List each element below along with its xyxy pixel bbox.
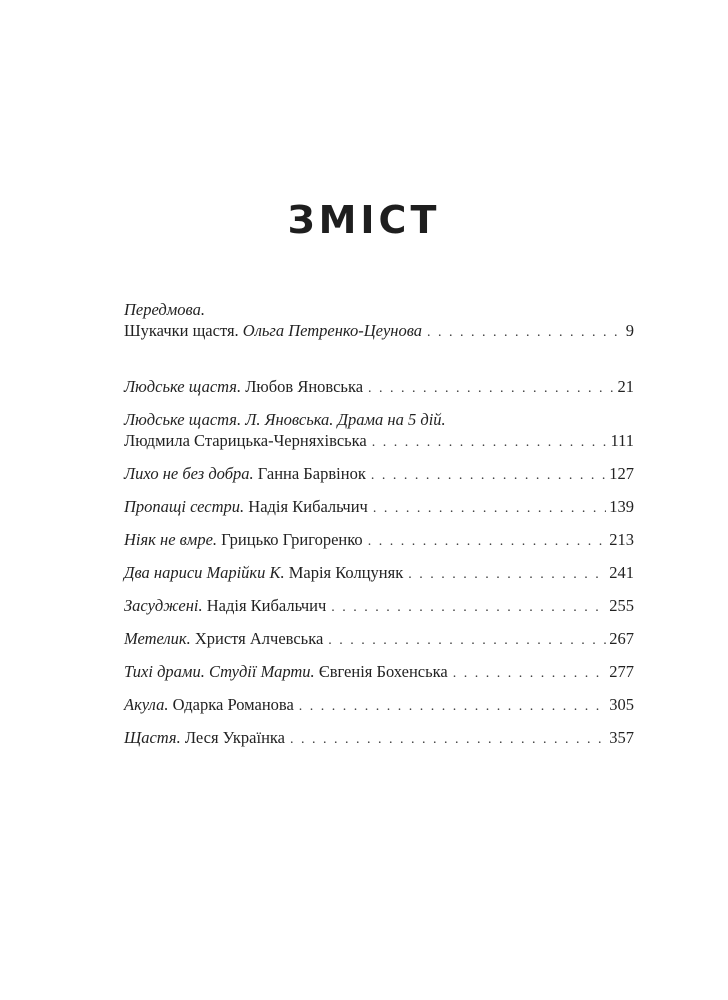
entry-author: Грицько Григоренко [221, 530, 363, 549]
table-of-contents [124, 300, 634, 748]
entry-page: 213 [609, 530, 634, 549]
entry-page: 241 [609, 563, 634, 582]
entry-author: Надія Кибальчич [206, 596, 327, 615]
dot-leader [408, 565, 606, 585]
preface-label: Передмова. [124, 300, 205, 319]
toc-entry[interactable] [124, 563, 634, 583]
toc-entry[interactable] [124, 497, 634, 517]
toc-entry[interactable] [124, 377, 634, 397]
toc-entry[interactable] [124, 728, 634, 748]
toc-entry[interactable] [124, 596, 634, 616]
entry-title: Людське щастя. [124, 377, 242, 396]
entry-page: 357 [609, 728, 634, 747]
dot-leader [427, 323, 623, 343]
entry-author: Надія Кибальчич [248, 497, 368, 516]
toc-entry-preface[interactable] [124, 321, 634, 341]
entry-page: 139 [609, 497, 634, 516]
entry-page: 267 [609, 629, 634, 648]
dot-leader [371, 466, 606, 486]
toc-entry-title-line[interactable] [124, 410, 634, 431]
entry-page: 111 [610, 431, 634, 450]
dot-leader [328, 631, 606, 651]
entry-author: Євгенія Бохенська [318, 662, 448, 681]
entry-title: Два нариси Марійки К. [124, 563, 285, 582]
dot-leader [299, 697, 606, 717]
entry-title: Акула. [124, 695, 169, 714]
entry-author: Марія Колцуняк [288, 563, 404, 582]
dot-leader [373, 499, 606, 519]
toc-entry[interactable] [124, 662, 634, 682]
entry-author: Ганна Барвінок [257, 464, 366, 483]
entry-title: Пропащі сестри. [124, 497, 245, 516]
toc-entry[interactable] [124, 431, 634, 451]
entry-page: 21 [617, 377, 634, 396]
entry-title: Ніяк не вмре. [124, 530, 218, 549]
entry-title: Щастя. [124, 728, 181, 747]
toc-entry[interactable] [124, 695, 634, 715]
entry-title: Людське щастя. Л. Яновська. Драма на 5 дій. [124, 410, 446, 429]
dot-leader [331, 598, 606, 618]
entry-author: Людмила Старицька-Черняхівська [124, 431, 367, 450]
dot-leader [290, 730, 606, 750]
entry-page: 277 [609, 662, 634, 681]
entry-title: Шукачки щастя. [124, 321, 239, 340]
entry-author: Ольга Петренко-Цеунова [242, 321, 423, 340]
entry-page: 127 [609, 464, 634, 483]
entry-title: Метелик. [124, 629, 191, 648]
entry-page: 9 [625, 321, 634, 340]
entry-title: Засуджені. [124, 596, 203, 615]
dot-leader [453, 664, 607, 684]
dot-leader [372, 433, 608, 453]
entry-page: 255 [609, 596, 634, 615]
toc-entry[interactable] [124, 530, 634, 550]
page-title: ЗМІСТ [287, 198, 441, 242]
entry-author: Христя Алчевська [194, 629, 324, 648]
entry-page: 305 [609, 695, 634, 714]
dot-leader [368, 532, 607, 552]
toc-entry[interactable] [124, 464, 634, 484]
entry-author: Любов Яновська [245, 377, 364, 396]
entry-title: Тихі драми. Студії Марти. [124, 662, 315, 681]
dot-leader [368, 379, 614, 399]
entry-author: Одарка Романова [172, 695, 294, 714]
entry-author: Леся Українка [184, 728, 286, 747]
toc-entry[interactable] [124, 629, 634, 649]
entry-title: Лихо не без добра. [124, 464, 254, 483]
preface-label-line [124, 300, 634, 321]
